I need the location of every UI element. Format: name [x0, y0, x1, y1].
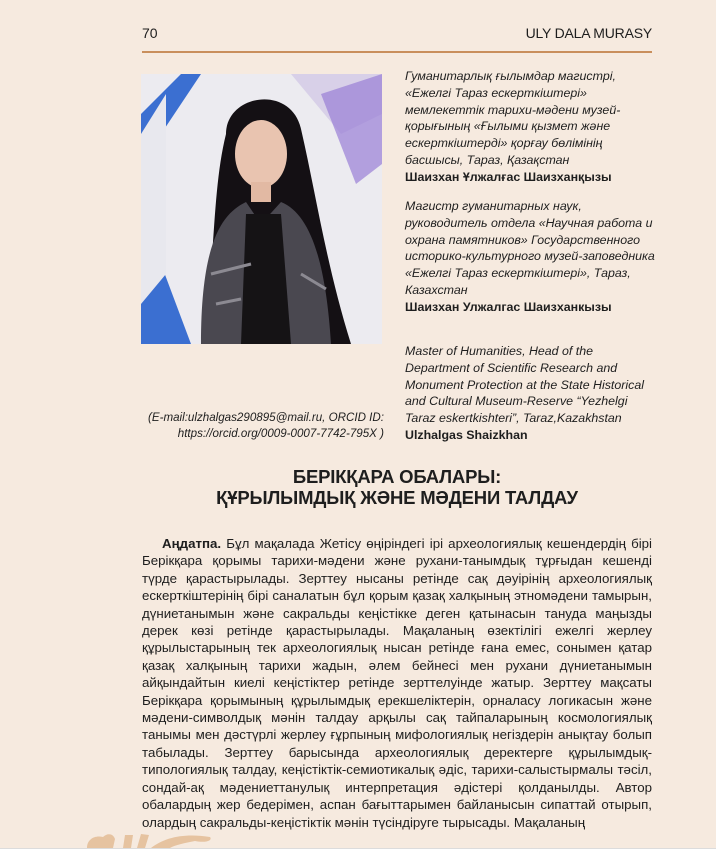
ornament-decoration	[85, 831, 215, 853]
journal-title: ULY DALA MURASY	[525, 25, 652, 41]
bio-russian-text: Магистр гуманитарных наук, руководитель отдела «Научная работа и охрана памятников» Государственного историко-культурного музей-заповедника «Ежелгі Тараз ескерткіштері», Тараз, Казахстан	[405, 199, 655, 297]
author-bio-kazakh	[405, 68, 655, 186]
author-name-kazakh: Шаизхан Ұлжалғас Шаизханқызы	[405, 169, 612, 184]
author-bio-russian	[405, 198, 655, 316]
title-line-2: ҚҰРЫЛЫМДЫҚ ЖӘНЕ МӘДЕНИ ТАЛДАУ	[216, 487, 578, 508]
abstract	[142, 535, 652, 831]
author-contact: (E-mail:ulzhalgas290895@mail.ru, ORCID ID: https://orcid.org/0009-0007-7742-795X )	[148, 411, 384, 440]
bio-english-text: Master of Humanities, Head of the Department of Scientific Research and Monument Protection at the State Historical and Cultural Museum-Reserve “Yezhelgi Taraz eskertkishteri”, Taraz,Kazakhstan	[405, 344, 644, 426]
article-title	[142, 466, 652, 508]
abstract-label: Аңдатпа.	[162, 536, 222, 551]
author-photo	[141, 74, 382, 344]
author-name-russian: Шаизхан Улжалгас Шаизханкызы	[405, 299, 612, 314]
author-name-english: Ulzhalgas Shaizkhan	[405, 427, 528, 442]
abstract-text: Бұл мақалада Жетісу өңіріндегі ірі археологиялық кешендердің бірі Берікқара қорымы тарихи-мәдени және рухани-танымдық тұрғыдан кешенді түрде қарастырылады. Зерттеу нысаны ретінде сақ дәуірінің археологиялық ескерткіштерінің бірі саналатын бұл қорым қазақ халқының этномәдени тамырын, дүниетанымын және сакральды кеңістікке деген қатынасын тануда маңызды дерек көзі ретінде қарастырылады. Мақаланың өзектілігі ежелгі жерлеу құрылыстарының тек археологиялық нысан ретінде ғана емес, сонымен қатар қазақ халқының тарихи жадын, әлем бейнесі мен рухани дүниетанымын айқындайтын киелі кеңістіктер ретінде зерттелуінде жатыр. Зерттеу мақсаты Берікқара қорымының құрылымдық ерекшеліктерін, орналасу логикасын және мәдени-символдық мәнін талдау арқылы сақ тайпаларының космологиялық танымы мен дәстүрлі жерлеу ғұрпының мифологиялық негіздерін анықтау болып табылады. Зерттеу барысында археологиялық деректерге құрылымдық-типологиялық талдау, кеңістіктік-семиотикалық әдіс, тарихи-салыстырмалы тәсіл, сондай-ақ мәдениеттанулық интерпретация әдістері қолданылды. Автор обалардың жер бедерімен, аспан бағыттарымен байланысын сипаттай отырып, олардың сакральды-кеңістіктік мәнін түсіндіруге тырысады. Мақаланың	[142, 536, 652, 830]
header-divider	[142, 51, 652, 53]
title-line-1: БЕРІКҚАРА ОБАЛАРЫ:	[292, 466, 502, 487]
page-number: 70	[142, 25, 158, 41]
bio-kazakh-text: Гуманитарлық ғылымдар магистрі, «Ежелгі Тараз ескерткіштері» мемлекеттік тарихи-мәдени музей-қорығының «Ғылыми қызмет және ескерткіштерді» қорғау бөлімінің басшысы, Тараз, Қазақстан	[405, 69, 621, 167]
author-bio-english	[405, 343, 653, 444]
